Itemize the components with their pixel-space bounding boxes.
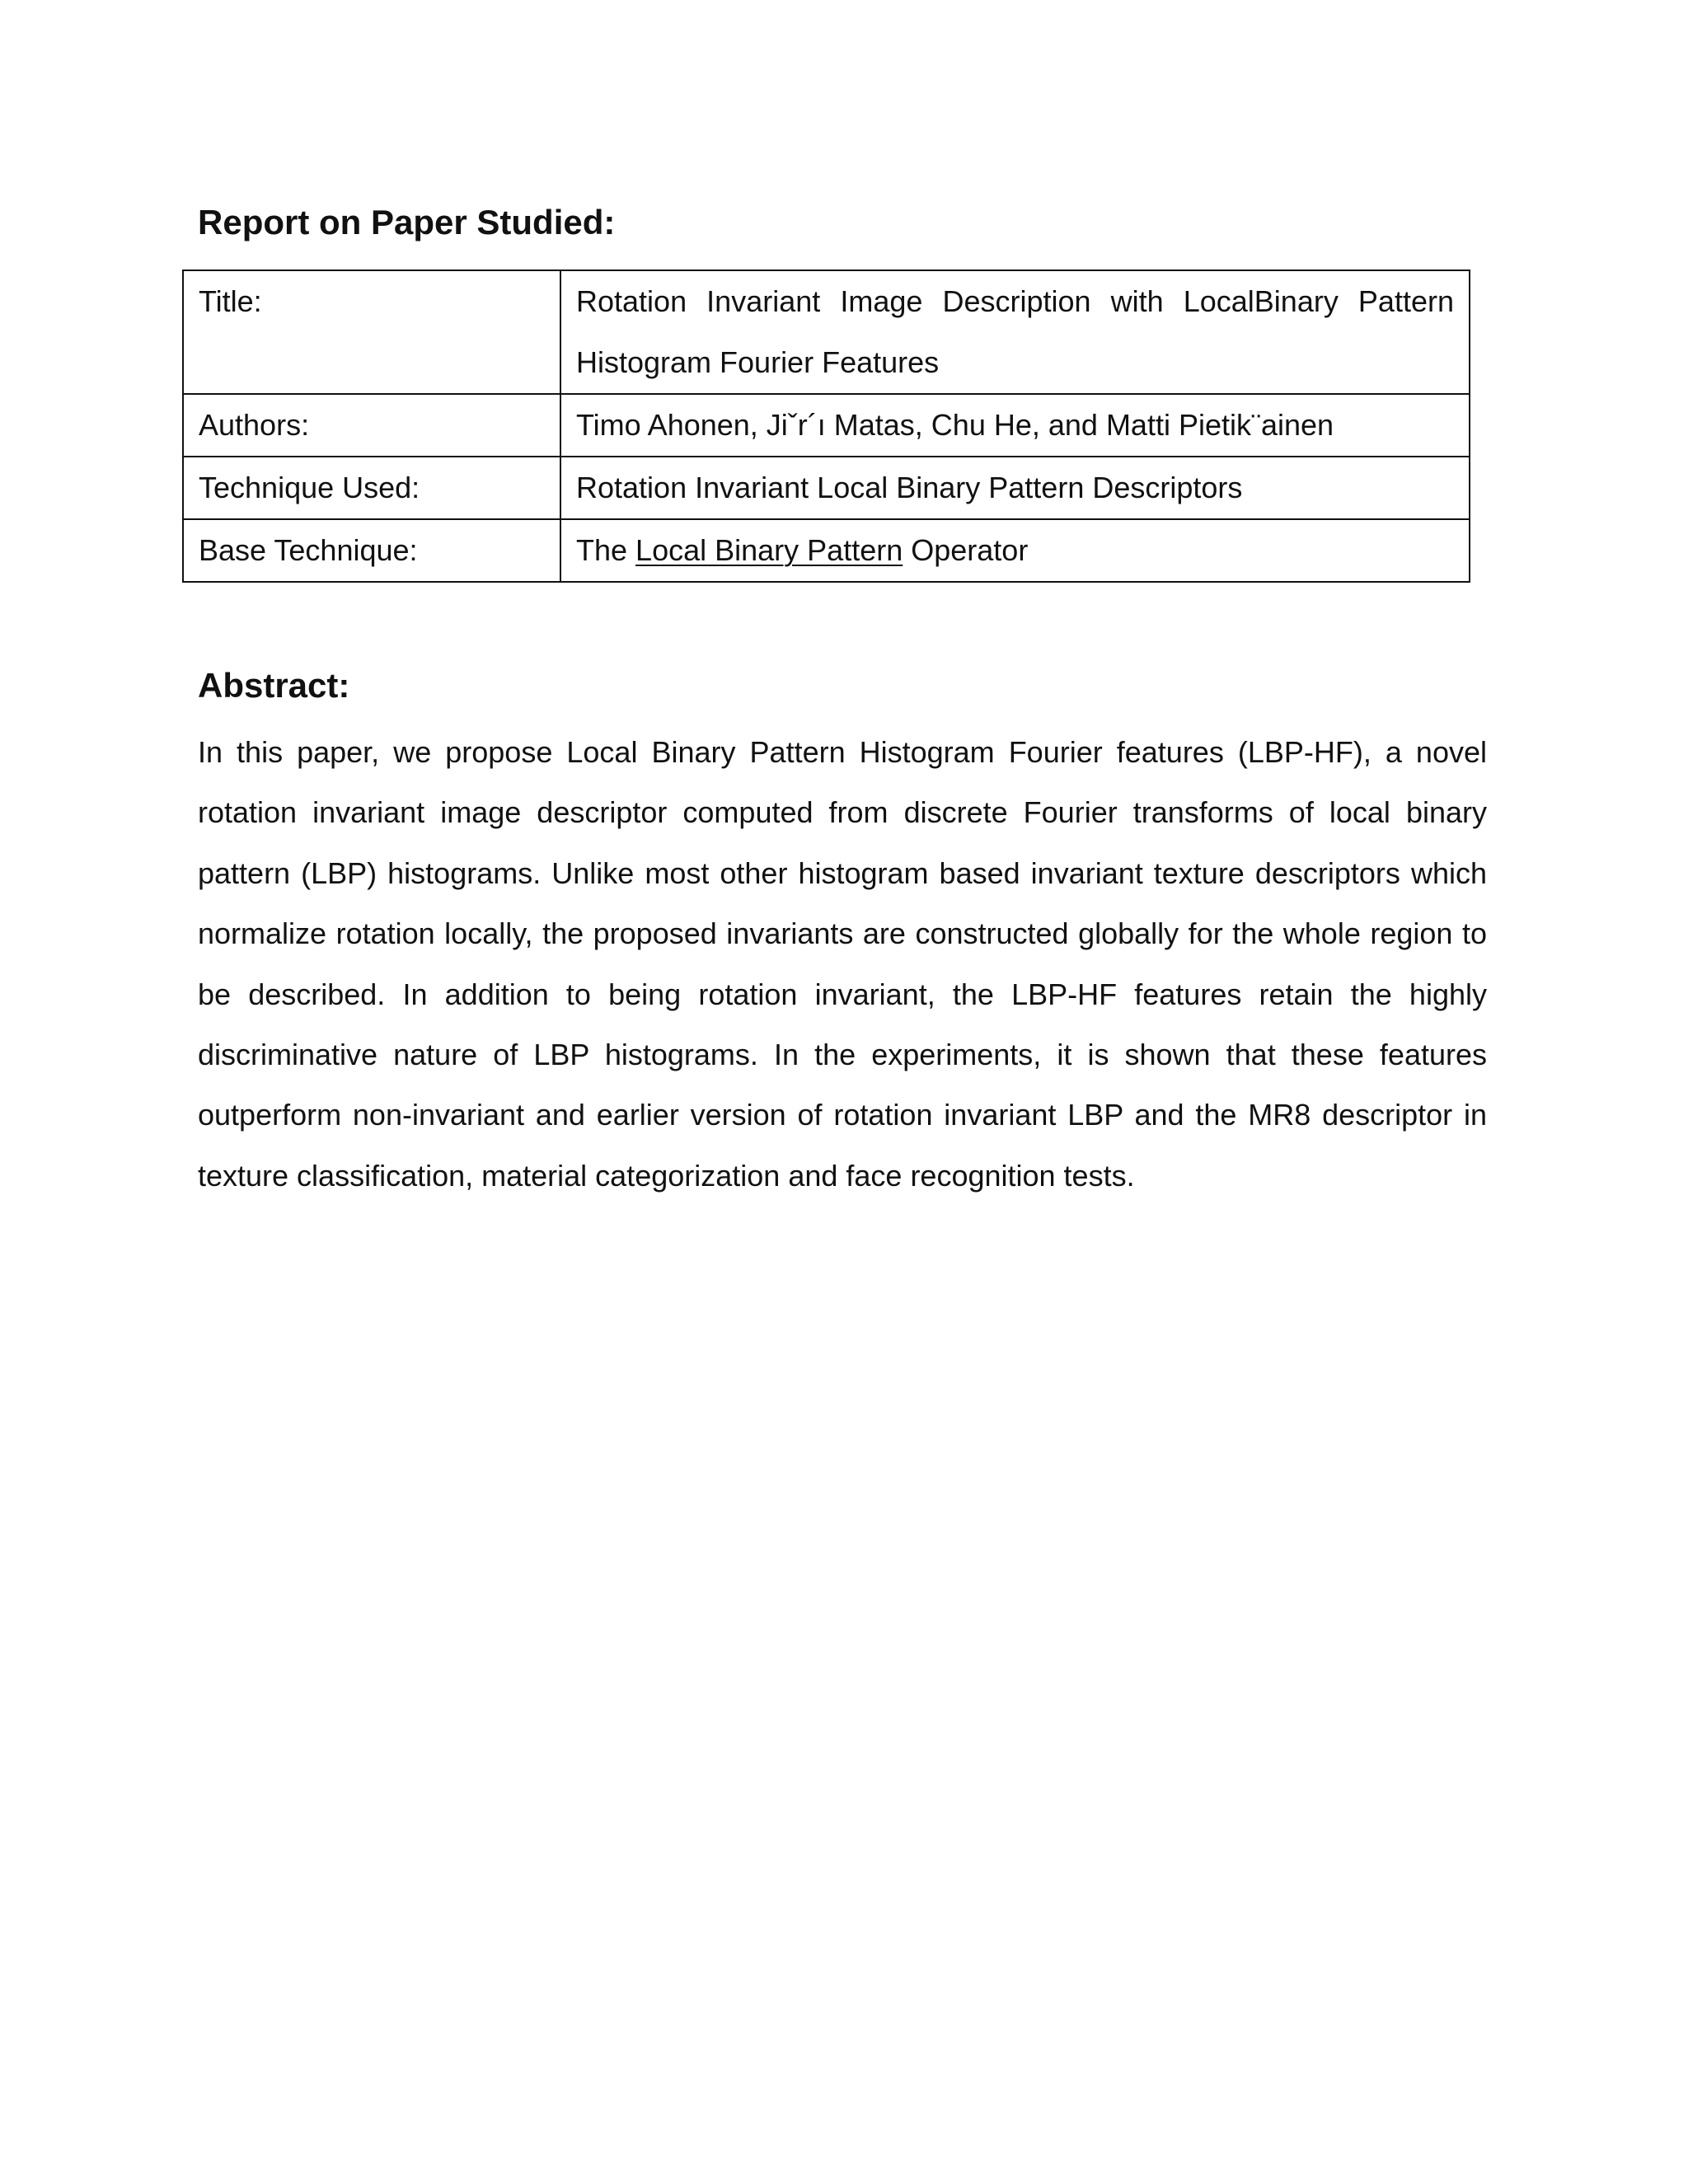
abstract-heading: Abstract: <box>198 666 350 705</box>
paper-info-table <box>182 269 1470 583</box>
base-technique-prefix: The <box>576 533 636 567</box>
technique-used-value: Rotation Invariant Local Binary Pattern Descriptors <box>560 457 1470 519</box>
title-value: Rotation Invariant Image Description with LocalBinary Pattern Histogram Fourier Features <box>560 270 1470 394</box>
table-row-authors <box>183 394 1470 457</box>
base-technique-value <box>560 519 1470 582</box>
base-technique-label: Base Technique: <box>183 519 560 582</box>
table-row-technique-used <box>183 457 1470 519</box>
table-row-title <box>183 270 1470 394</box>
abstract-body: In this paper, we propose Local Binary Pattern Histogram Fourier features (LBP-HF), a novel rotation invariant image descriptor computed from discrete Fourier transforms of local binary pattern (LBP) histograms. Unlike most other histogram based invariant texture descriptors which normalize rotation locally, the proposed invariants are constructed globally for the whole region to be described. In addition to being rotation invariant, the LBP-HF features retain the highly discriminative nature of LBP histograms. In the experiments, it is shown that these features outperform non-invariant and earlier version of rotation invariant LBP and the MR8 descriptor in texture classification, material categorization and face recognition tests. <box>198 735 1487 1193</box>
table-row-base-technique <box>183 519 1470 582</box>
technique-used-label: Technique Used: <box>183 457 560 519</box>
title-label: Title: <box>183 270 560 394</box>
report-heading: Report on Paper Studied: <box>198 203 616 241</box>
authors-label: Authors: <box>183 394 560 457</box>
base-technique-suffix: Operator <box>903 533 1029 567</box>
base-technique-link[interactable]: Local Binary Pattern <box>635 533 903 567</box>
authors-value: Timo Ahonen, Jiˇr´ı Matas, Chu He, and Matti Pietik¨ainen <box>560 394 1470 457</box>
